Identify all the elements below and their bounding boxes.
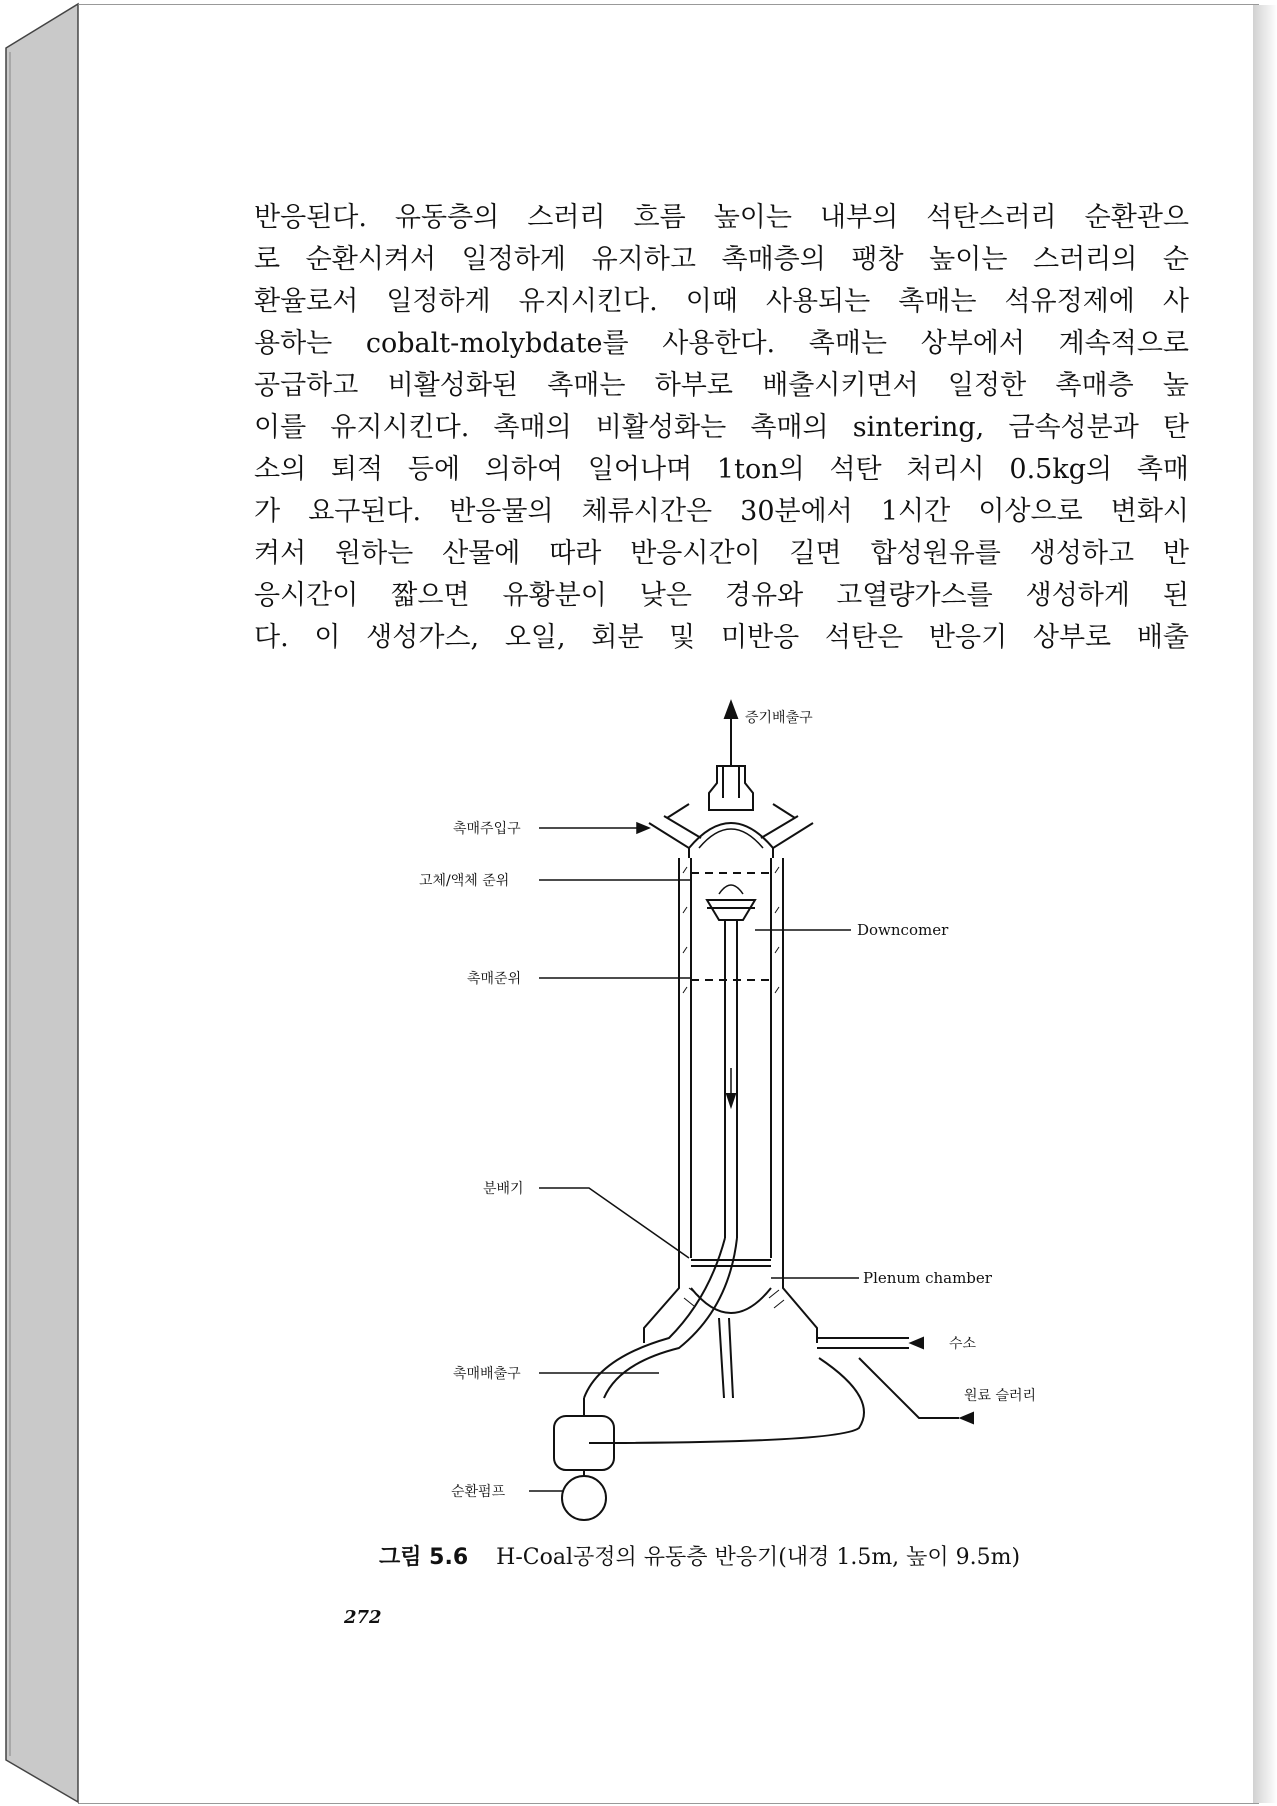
figure-caption-text: H-Coal공정의 유동층 반응기(내경 1.5m, 높이 9.5m) xyxy=(496,1545,1021,1570)
label-catalyst-level: 촉매준위 xyxy=(467,971,522,987)
figure-number: 그림 5.6 xyxy=(379,1545,469,1570)
reactor-diagram xyxy=(419,698,1079,1528)
page-number: 272 xyxy=(344,1607,382,1628)
body-line: 로 순환시켜서 일정하게 유지하고 촉매층의 팽창 높이는 스러리의 순 xyxy=(254,244,1189,275)
body-line: 환율로서 일정하게 유지시킨다. 이때 사용되는 촉매는 석유정제에 사 xyxy=(254,286,1189,317)
label-catalyst-inlet: 촉매주입구 xyxy=(453,821,521,837)
label-distributor: 분배기 xyxy=(483,1181,524,1197)
body-line: 켜서 원하는 산물에 따라 반응시간이 길면 합성원유를 생성하고 반 xyxy=(254,538,1189,569)
label-feed-slurry: 원료 슬러리 xyxy=(964,1388,1037,1404)
body-line: 용하는 cobalt-molybdate를 사용한다. 촉매는 상부에서 계속적으로 xyxy=(254,328,1189,359)
body-line: 소의 퇴적 등에 의하여 일어나며 1ton의 석탄 처리시 0.5kg의 촉매 xyxy=(254,454,1189,485)
label-hydrogen: 수소 xyxy=(949,1336,977,1352)
body-line: 다. 이 생성가스, 오일, 회분 및 미반응 석탄은 반응기 상부로 배출 xyxy=(254,622,1189,653)
label-vapor-outlet: 증기배출구 xyxy=(745,710,813,726)
body-line: 공급하고 비활성화된 촉매는 하부로 배출시키면서 일정한 촉매층 높 xyxy=(254,370,1189,401)
label-downcomer: Downcomer xyxy=(857,921,949,939)
label-solid-liquid-level: 고체/액체 준위 xyxy=(419,873,510,889)
label-catalyst-outlet: 촉매배출구 xyxy=(453,1366,521,1382)
body-paragraph xyxy=(254,197,1189,659)
label-plenum-chamber: Plenum chamber xyxy=(863,1269,992,1287)
body-line: 응시간이 짧으면 유황분이 낮은 경유와 고열량가스를 생성하게 된 xyxy=(254,580,1189,611)
body-line: 이를 유지시킨다. 촉매의 비활성화는 촉매의 sintering, 금속성분과 탄 xyxy=(254,412,1189,443)
label-circulation-pump: 순환펌프 xyxy=(451,1484,506,1500)
body-line: 가 요구된다. 반응물의 체류시간은 30분에서 1시간 이상으로 변화시 xyxy=(254,496,1189,527)
book-page xyxy=(78,4,1259,1804)
figure-caption xyxy=(379,1540,1159,1571)
body-line: 반응된다. 유동층의 스러리 흐름 높이는 내부의 석탄스러리 순환관으 xyxy=(254,202,1189,233)
page-edge-shadow xyxy=(1253,5,1277,1803)
